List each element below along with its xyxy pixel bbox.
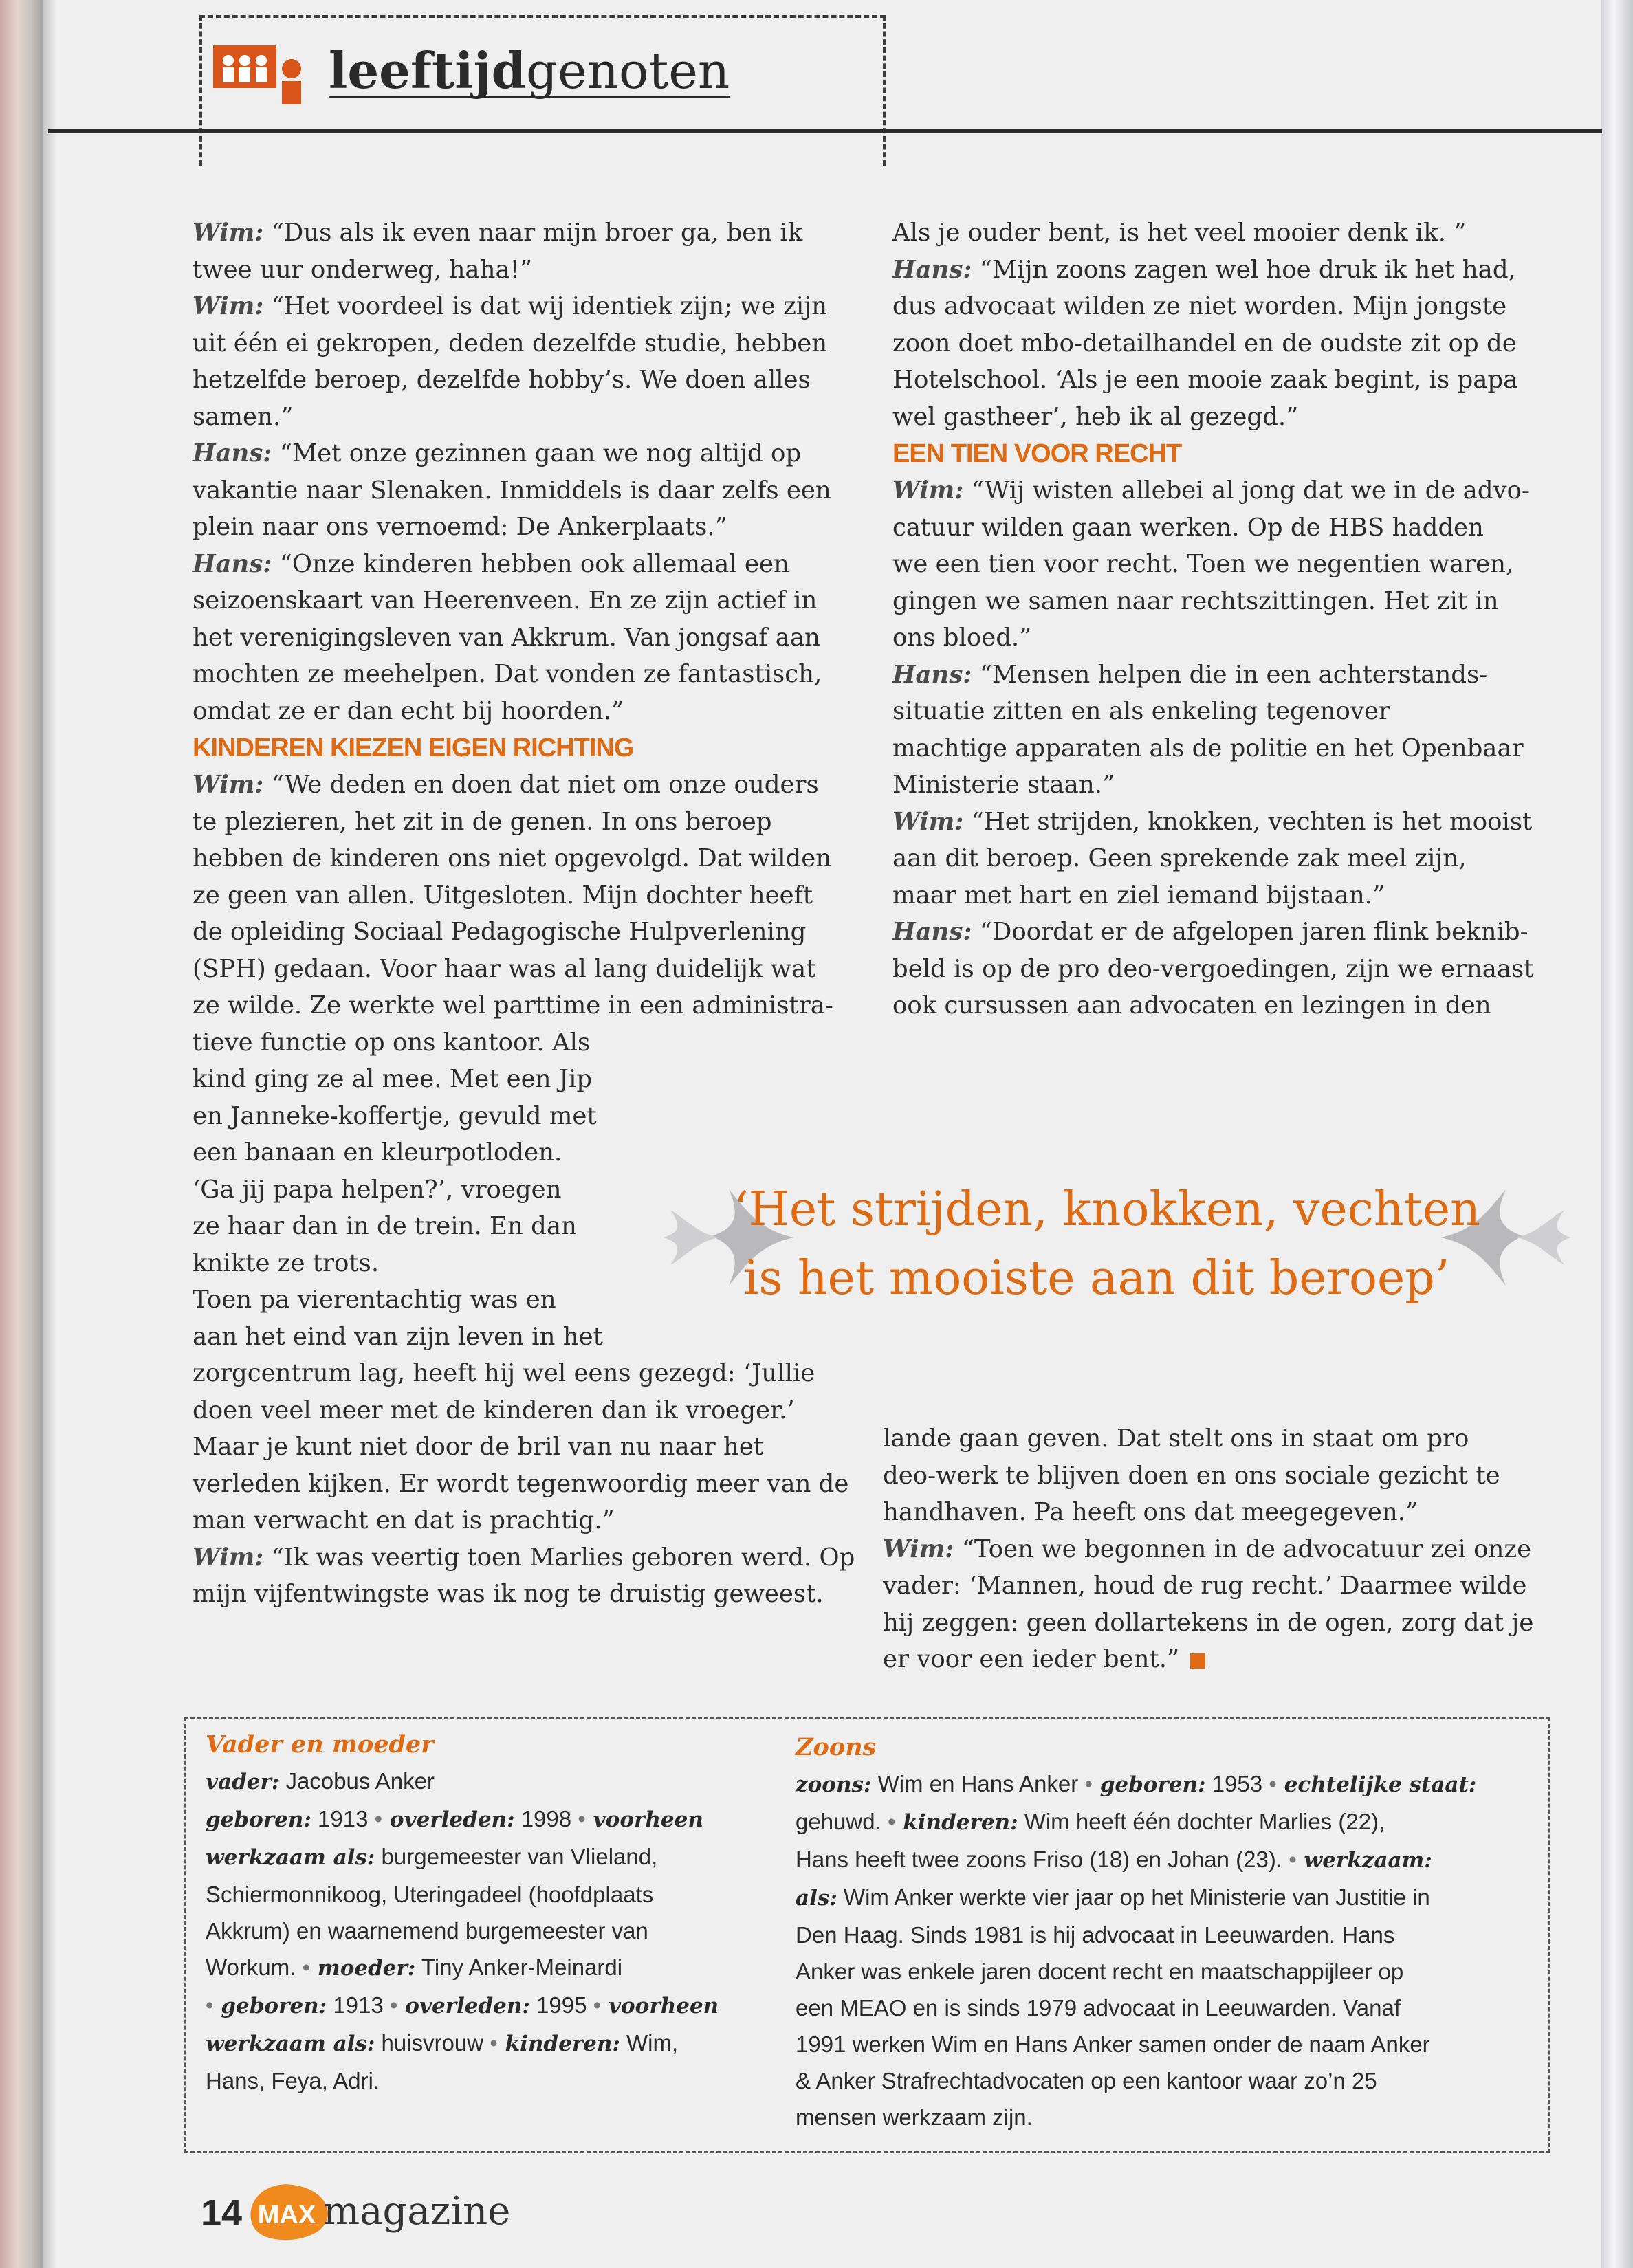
line-text: “We deden en doen dat niet om onze ouders — [263, 771, 819, 799]
fact-value: 1991 werken Wim en Hans Anker samen onder de naam Anker — [796, 2032, 1430, 2057]
fact-label: overleden: — [382, 1807, 515, 1832]
fact-label: geboren: — [213, 1994, 327, 2018]
text-line — [193, 472, 855, 509]
fact-value: Wim heeft één dochter Marlies (22), — [1018, 1809, 1385, 1834]
fact-value: mensen werkzaam zijn. — [796, 2104, 1033, 2130]
line-text: aan het eind van zijn leven in het — [193, 1322, 603, 1351]
text-line — [193, 252, 855, 289]
fact-value: Jacobus Anker — [279, 1768, 435, 1794]
fact-label: werkzaam: — [1296, 1848, 1432, 1873]
fact-line — [796, 1841, 1476, 1879]
fact-value: burgemeester van Vlieland, — [375, 1844, 658, 1869]
fact-line — [206, 1838, 719, 1876]
fact-line — [206, 1876, 719, 1913]
fact-label: als: — [796, 1886, 837, 1911]
text-line — [892, 619, 1534, 657]
line-text: te plezieren, het zit in de genen. In ons beroep — [193, 807, 772, 836]
fact-value: Schiermonnikoog, Uteringadeel (hoofdplaats — [206, 1882, 654, 1907]
text-line — [892, 987, 1534, 1024]
line-text: “Mijn zoons zagen wel hoe druk ik het had, — [972, 255, 1516, 284]
speaker-name: Wim: — [193, 771, 264, 799]
fact-value: Workum. — [206, 1955, 303, 1980]
line-text: vakantie naar Slenaken. Inmiddels is daar zelfs een — [193, 476, 831, 505]
text-line — [892, 546, 1534, 583]
fact-line — [796, 1990, 1476, 2026]
header-rule — [48, 129, 1602, 133]
text-line — [892, 583, 1534, 620]
line-text: ze wilde. Ze werkte wel parttime in een administra- — [193, 991, 833, 1020]
line-text: doen veel meer met de kinderen dan ik vroeger.’ — [193, 1396, 795, 1424]
line-text: “Mensen helpen die in een achterstands- — [972, 660, 1488, 689]
text-line — [883, 1605, 1533, 1642]
pull-quote: ‘Het strijden, knokken, vechten is het mooiste aan dit beroep’ — [734, 1182, 1480, 1306]
fact-label: echtelijke staat: — [1276, 1772, 1477, 1797]
fact-line — [796, 1879, 1476, 1917]
fact-line — [796, 1765, 1476, 1803]
fact-line — [796, 1953, 1476, 1990]
fact-label: vader: — [206, 1770, 280, 1794]
fact-value: 1913 — [327, 1992, 390, 2018]
fact-value: & Anker Strafrechtadvocaten op een kantoor waar zo’n 25 — [796, 2068, 1377, 2093]
magazine-name: magazine — [323, 2189, 511, 2234]
text-line — [892, 252, 1534, 289]
bullet-separator: • — [302, 1955, 311, 1980]
fact-label: kinderen: — [497, 2032, 620, 2056]
page-edge — [1601, 0, 1633, 2268]
text-line — [892, 509, 1534, 547]
bullet-separator: • — [374, 1806, 383, 1831]
fact-label: overleden: — [397, 1994, 530, 2018]
line-text: “Doordat er de afgelopen jaren flink beknib- — [972, 918, 1528, 946]
fact-line — [796, 2099, 1476, 2135]
text-line — [193, 1392, 855, 1429]
line-text: ons bloed.” — [892, 624, 1032, 652]
fact-value: 1953 — [1205, 1771, 1269, 1796]
line-text: aan dit beroep. Geen sprekende zak meel zijn, — [892, 844, 1467, 872]
text-line — [193, 399, 855, 436]
fact-value: Anker was enkele jaren docent recht en maatschappijleer op — [796, 1959, 1404, 1984]
text-line — [193, 1024, 855, 1061]
article-column-left — [193, 214, 855, 1613]
line-text: “Toen we begonnen in de advocatuur zei onze — [954, 1534, 1532, 1563]
fact-box — [184, 1717, 1550, 2153]
text-line — [193, 325, 855, 362]
fact-value: Hans, Feya, Adri. — [206, 2068, 380, 2093]
fact-line — [206, 1987, 719, 2025]
text-line — [883, 1494, 1533, 1531]
fact-label: zoons: — [796, 1772, 872, 1797]
text-line — [193, 1098, 855, 1135]
fact-label: kinderen: — [895, 1810, 1018, 1835]
line-text: “Wij wisten allebei al jong dat we in de advo- — [963, 476, 1530, 505]
line-text: wel gastheer’, heb ik al gezegd.” — [892, 402, 1299, 431]
fact-line — [206, 1949, 719, 1987]
line-text: omdat ze er dan echt bij hoorden.” — [193, 696, 624, 725]
speaker-name: Wim: — [892, 807, 964, 836]
speaker-name: Wim: — [892, 476, 964, 505]
text-line — [193, 1429, 855, 1466]
page-number: 14 — [201, 2192, 243, 2234]
line-text: hetzelfde beroep, dezelfde hobby’s. We doen alles — [193, 366, 811, 394]
fact-value: 1913 — [311, 1806, 375, 1831]
line-text: Toen pa vierentachtig was en — [193, 1286, 556, 1314]
bullet-separator: • — [389, 1992, 398, 2018]
fact-line — [206, 2062, 719, 2099]
fact-line — [796, 2062, 1476, 2099]
fact-line — [796, 2026, 1476, 2062]
text-line — [193, 1319, 855, 1356]
article-column-right-top — [892, 214, 1534, 1024]
line-text: mochten ze meehelpen. Dat vonden ze fantastisch, — [193, 660, 822, 688]
fact-line — [206, 2025, 719, 2062]
fact-line — [206, 1801, 719, 1838]
line-text: maar met hart en ziel iemand bijstaan.” — [892, 881, 1385, 910]
fact-label: geboren: — [206, 1807, 311, 1832]
line-text: en Janneke-koffertje, gevuld met — [193, 1101, 597, 1130]
text-line — [892, 288, 1534, 325]
fact-value: Wim, — [620, 2030, 679, 2056]
fact-value: 1995 — [529, 1992, 593, 2018]
speaker-name: Wim: — [193, 292, 264, 320]
line-text: seizoenskaart van Heerenveen. En ze zijn actief in — [193, 586, 818, 615]
text-line — [883, 1457, 1533, 1495]
line-text: het verenigingsleven van Akkrum. Van jongsaf aan — [193, 623, 820, 652]
text-line — [193, 619, 855, 657]
line-text: ze haar dan in de trein. En dan — [193, 1212, 577, 1240]
speaker-name: Hans: — [193, 439, 272, 467]
article-column-right-bottom — [883, 1420, 1533, 1678]
text-line — [892, 914, 1534, 951]
text-line — [193, 914, 855, 951]
text-line — [193, 1355, 855, 1392]
text-line — [892, 657, 1534, 694]
text-line — [193, 1502, 855, 1539]
people-icon — [213, 45, 307, 104]
fact-label: moeder: — [310, 1956, 416, 1981]
line-text: deo-werk te blijven doen en ons sociale gezicht te — [883, 1461, 1500, 1490]
line-text: Hotelschool. ‘Als je een mooie zaak begint, is papa — [892, 366, 1518, 394]
line-text: twee uur onderweg, haha!” — [193, 255, 533, 284]
bullet-separator: • — [206, 1992, 214, 2018]
line-text: Maar je kunt niet door de bril van nu naar het — [193, 1433, 764, 1461]
fact-label: geboren: — [1092, 1772, 1206, 1797]
line-text: hebben de kinderen ons niet opgevolgd. Dat wilden — [193, 844, 832, 872]
fact-line — [796, 1917, 1476, 1953]
speaker-name: Hans: — [193, 549, 272, 578]
speaker-name: Hans: — [892, 255, 972, 284]
bullet-separator: • — [1269, 1771, 1277, 1796]
line-text: uit één ei gekropen, deden dezelfde studie, hebben — [193, 329, 828, 357]
text-line — [883, 1567, 1533, 1605]
section-heading: KINDEREN KIEZEN EIGEN RICHTING — [193, 734, 634, 762]
text-line — [883, 1531, 1533, 1568]
text-line — [892, 472, 1534, 509]
end-mark-icon — [1190, 1653, 1205, 1669]
fact-box-sons — [796, 1729, 1476, 2135]
line-text: machtige apparaten als de politie en het Openbaar — [892, 734, 1524, 762]
line-text: lande gaan geven. Dat stelt ons in staat om pro — [883, 1424, 1469, 1453]
fact-value: gehuwd. — [796, 1809, 888, 1834]
line-text: ook cursussen aan advocaten en lezingen in den — [892, 991, 1491, 1020]
fact-box-heading: Vader en moeder — [206, 1730, 434, 1759]
line-text: “Het voordeel is dat wij identiek zijn; we zijn — [263, 292, 827, 320]
text-line — [892, 877, 1534, 914]
text-line — [193, 877, 855, 914]
text-line — [892, 840, 1534, 877]
fact-value: 1998 — [514, 1806, 578, 1831]
line-text: “Dus als ik even naar mijn broer ga, ben ik — [263, 219, 803, 247]
text-line — [892, 362, 1534, 399]
fact-box-heading: Zoons — [796, 1733, 877, 1761]
text-line — [193, 214, 855, 252]
speaker-name: Wim: — [883, 1534, 954, 1563]
line-text: kind ging ze al mee. Met een Jip — [193, 1065, 593, 1093]
bullet-separator: • — [1084, 1771, 1093, 1796]
max-logo — [244, 2178, 333, 2245]
max-logo-text: MAX — [257, 2201, 316, 2230]
fact-label: werkzaam als: — [206, 1845, 375, 1870]
line-text: hij zeggen: geen dollartekens in de ogen, zorg dat je — [883, 1608, 1534, 1637]
line-text: zorgcentrum lag, heeft hij wel eens gezegd: ‘Jullie — [193, 1359, 815, 1387]
line-text: gingen we samen naar rechtszittingen. Het zit in — [892, 586, 1499, 615]
text-line — [193, 362, 855, 399]
bullet-separator: • — [887, 1809, 896, 1834]
binding-edge — [0, 0, 43, 2268]
fact-value: Den Haag. Sinds 1981 is hij advocaat in Leeuwarden. Hans — [796, 1922, 1395, 1948]
line-text: zoon doet mbo-detailhandel en de oudste zit op de — [892, 329, 1517, 357]
text-line — [892, 951, 1534, 988]
line-text: “Met onze gezinnen gaan we nog altijd op — [272, 439, 802, 467]
line-text: verleden kijken. Er wordt tegenwoordig meer van de — [193, 1469, 849, 1498]
binding-shadow — [43, 0, 56, 2268]
speaker-name: Wim: — [193, 1543, 264, 1572]
line-text: catuur wilden gaan werken. Op de HBS hadden — [892, 513, 1484, 542]
line-text: dus advocaat wilden ze niet worden. Mijn jongste — [892, 292, 1507, 320]
text-line — [193, 804, 855, 841]
text-line — [193, 951, 855, 988]
fact-value: Tiny Anker-Meinardi — [415, 1955, 623, 1980]
text-line — [193, 1134, 855, 1171]
text-line — [193, 288, 855, 325]
fact-label: voorheen — [585, 1807, 703, 1832]
fact-box-parents — [206, 1726, 719, 2099]
fact-value: Akkrum) en waarnemend burgemeester van — [206, 1918, 648, 1944]
line-text: vader: ‘Mannen, houd de rug recht.’ Daarmee wilde — [883, 1572, 1527, 1600]
line-text: “Het strijden, knokken, vechten is het mooist — [963, 807, 1533, 836]
text-line — [883, 1641, 1533, 1678]
line-text: mijn vijfentwingste was ik nog te druistig geweest. — [193, 1580, 824, 1608]
line-text: Als je ouder bent, is het veel mooier denk ik. ” — [892, 219, 1467, 247]
line-text: man verwacht en dat is prachtig.” — [193, 1506, 615, 1534]
text-line — [193, 546, 855, 583]
line-text: tieve functie op ons kantoor. Als — [193, 1028, 591, 1057]
line-text: ‘Ga jij papa helpen?’, vroegen — [193, 1175, 562, 1204]
line-text: “Ik was veertig toen Marlies geboren werd. Op — [263, 1543, 855, 1572]
text-line — [193, 1061, 855, 1098]
speaker-name: Hans: — [892, 918, 972, 946]
section-heading: EEN TIEN VOOR RECHT — [892, 439, 1182, 468]
fact-label: voorheen — [601, 1994, 719, 2018]
line-text: situatie zitten en als enkeling tegenover — [892, 697, 1390, 725]
line-text: er voor een ieder bent.” — [883, 1645, 1180, 1673]
text-line — [193, 582, 855, 619]
fact-line — [206, 1913, 719, 1949]
line-text: samen.” — [193, 402, 294, 431]
text-line — [193, 509, 855, 546]
line-text: we een tien voor recht. Toen we negentien waren, — [892, 550, 1514, 578]
text-line — [193, 840, 855, 877]
text-line — [193, 1576, 855, 1613]
text-line — [892, 325, 1534, 362]
speaker-name: Wim: — [193, 219, 264, 247]
text-line — [193, 987, 855, 1024]
line-text: ze geen van allen. Uitgesloten. Mijn dochter heeft — [193, 881, 813, 910]
fact-line — [206, 1763, 719, 1801]
line-text: (SPH) gedaan. Voor haar was al lang duidelijk wat — [193, 954, 816, 983]
text-line — [193, 1466, 855, 1503]
fact-line — [796, 1803, 1476, 1841]
line-text: handhaven. Pa heeft ons dat meegegeven.” — [883, 1498, 1418, 1526]
text-line — [892, 730, 1534, 767]
line-text: Ministerie staan.” — [892, 771, 1115, 799]
bullet-separator: • — [490, 2030, 498, 2056]
line-text: een banaan en kleurpotloden. — [193, 1138, 562, 1167]
text-line — [193, 767, 855, 804]
fact-value: Wim Anker werkte vier jaar op het Ministerie van Justitie in — [837, 1884, 1430, 1910]
bullet-separator: • — [1289, 1847, 1297, 1872]
fact-value: Wim en Hans Anker — [871, 1771, 1085, 1796]
fact-value: huisvrouw — [375, 2030, 490, 2056]
text-line — [892, 804, 1534, 841]
text-line — [193, 435, 855, 472]
text-line — [193, 656, 855, 693]
text-line — [892, 399, 1534, 436]
speaker-name: Hans: — [892, 660, 972, 689]
text-line — [193, 693, 855, 730]
line-text: knikte ze trots. — [193, 1248, 380, 1277]
text-line — [883, 1420, 1533, 1457]
line-text: “Onze kinderen hebben ook allemaal een — [272, 549, 789, 578]
fact-label: werkzaam als: — [206, 2032, 375, 2056]
text-line — [892, 767, 1534, 804]
section-title: leeftijdgenoten — [329, 41, 730, 100]
text-line — [892, 693, 1534, 730]
fact-value: Hans heeft twee zoons Friso (18) en Johan (23). — [796, 1847, 1289, 1872]
bullet-separator: • — [593, 1992, 602, 2018]
text-line — [892, 214, 1534, 252]
line-text: plein naar ons vernoemd: De Ankerplaats.” — [193, 513, 727, 541]
fact-value: een MEAO en is sinds 1979 advocaat in Leeuwarden. Vanaf — [796, 1995, 1401, 2021]
bullet-separator: • — [578, 1806, 586, 1831]
line-text: de opleiding Sociaal Pedagogische Hulpverlening — [193, 918, 807, 946]
text-line — [193, 1539, 855, 1576]
line-text: beld is op de pro deo-vergoedingen, zijn we ernaast — [892, 954, 1534, 983]
